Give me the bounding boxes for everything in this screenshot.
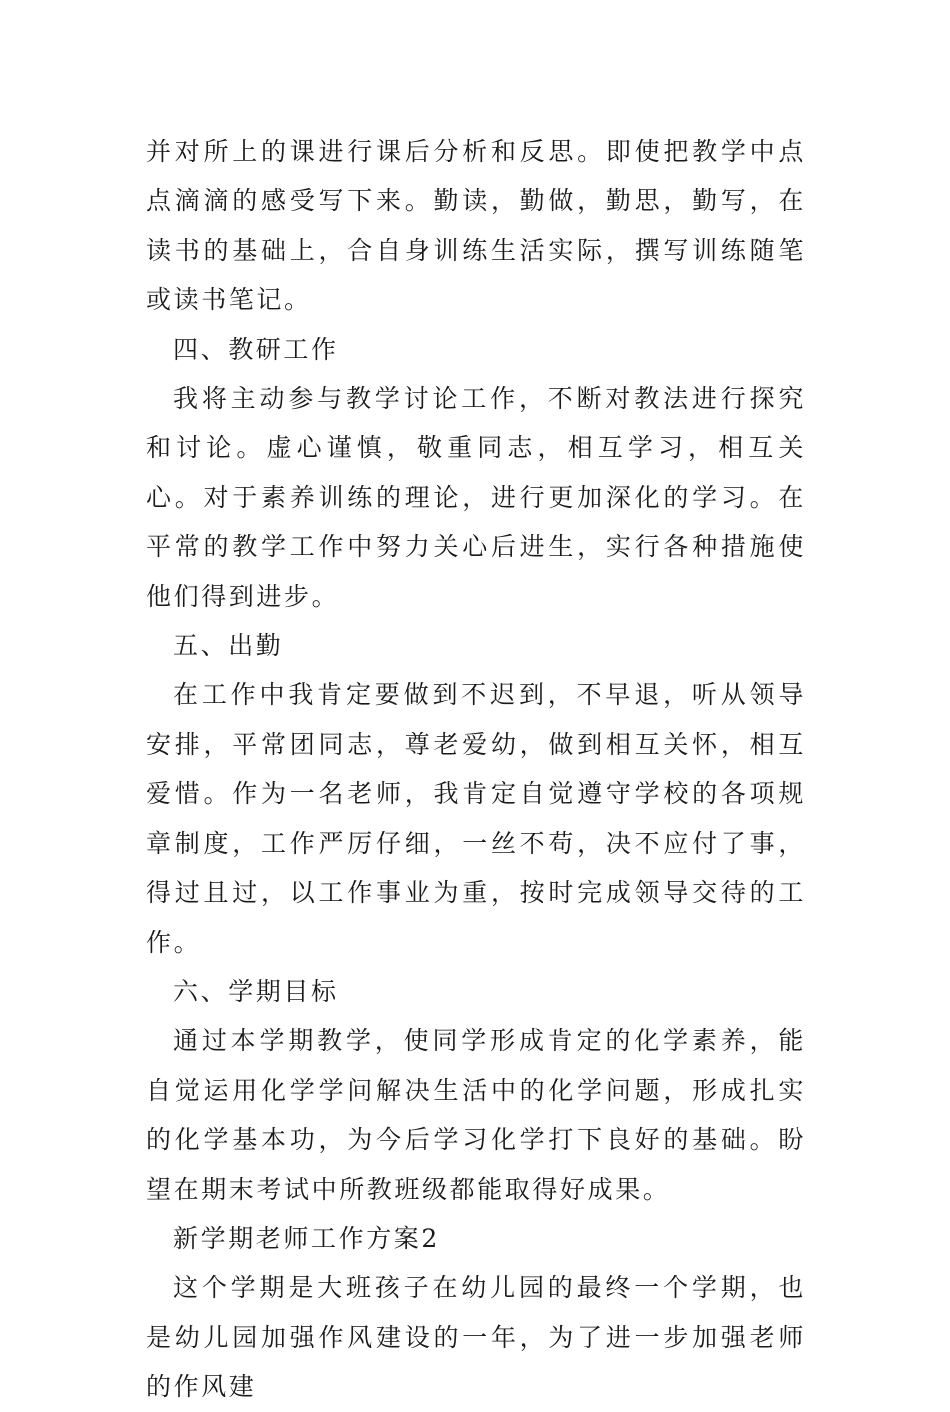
paragraph-research: 我将主动参与教学讨论工作，不断对教法进行探究和讨论。虚心谨慎，敬重同志，相互学习，相互关心。对于素养训练的理论，进行更加深化的学习。在平常的教学工作中努力关心后进生，实行各种措施使他们得到进步。 xyxy=(146,384,806,611)
paragraph-goals: 通过本学期教学，使同学形成肯定的化学素养，能自觉运用化学学问解决生活中的化学问题，形成扎实的化学基本功，为今后学习化学打下良好的基础。盼望在期末考试中所教班级都能取得好成果。 xyxy=(146,1026,806,1204)
section-heading-goals: 六、学期目标 xyxy=(173,976,339,1006)
paragraph-plan-2: 这个学期是大班孩子在幼儿园的最终一个学期，也是幼儿园加强作风建设的一年，为了进一步加强老师的作风建 xyxy=(146,1273,806,1402)
paragraph-teaching-reflection: 并对所上的课进行课后分析和反思。即使把教学中点点滴滴的感受写下来。勤读，勤做，勤思，勤写，在读书的基础上，合自身训练生活实际，撰写训练随笔或读书笔记。 xyxy=(146,137,806,315)
section-heading-attendance: 五、出勤 xyxy=(173,631,284,661)
section-heading-plan-2: 新学期老师工作方案2 xyxy=(173,1223,440,1253)
section-heading-research: 四、教研工作 xyxy=(173,334,339,364)
document-body xyxy=(146,127,806,1412)
paragraph-attendance: 在工作中我肯定要做到不迟到，不早退，听从领导安排，平常团同志，尊老爱幼，做到相互关怀，相互爱惜。作为一名老师，我肯定自觉遵守学校的各项规章制度，工作严厉仔细，一丝不苟，决不应付了事，得过且过，以工作事业为重，按时完成领导交待的工作。 xyxy=(146,680,806,957)
